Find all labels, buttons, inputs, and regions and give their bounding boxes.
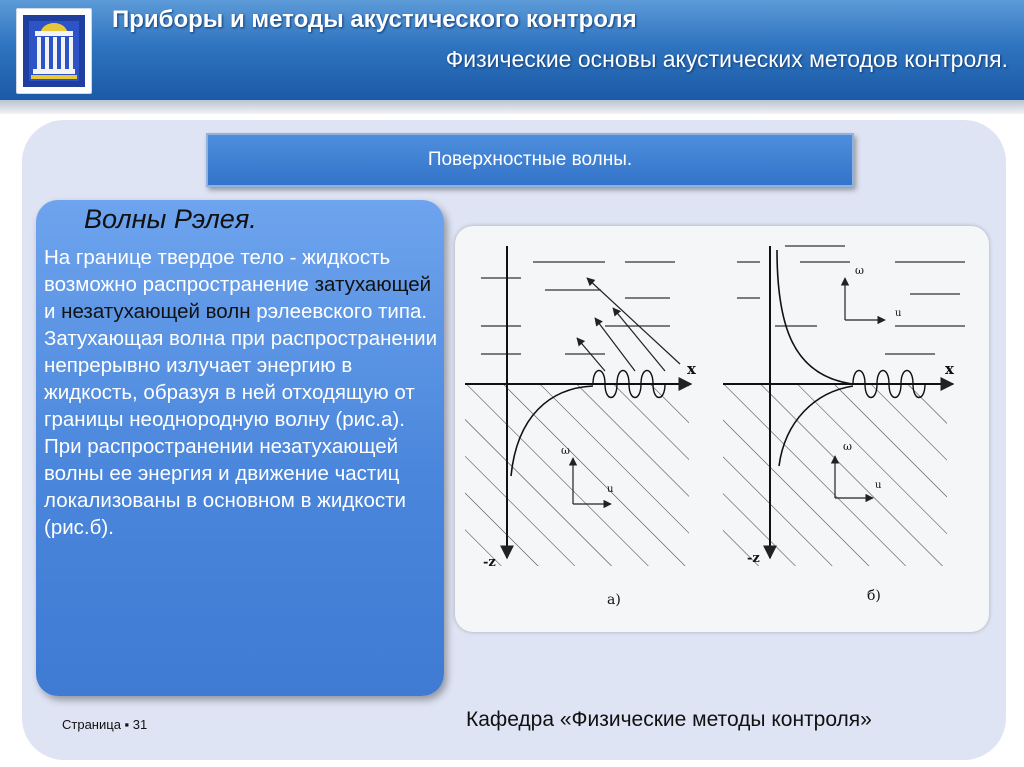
liquid-curve-b xyxy=(777,250,853,384)
solid-hatch-a xyxy=(465,384,689,566)
card-body-part: и xyxy=(44,300,62,323)
university-logo xyxy=(16,8,92,94)
header-shadow xyxy=(0,100,1024,114)
radiation-arrow xyxy=(587,278,680,364)
x-label-a: x xyxy=(687,360,696,378)
z-label-a: -z xyxy=(483,555,496,570)
section-banner-label: Поверхностные волны. xyxy=(427,149,633,170)
caption-a: а) xyxy=(607,592,621,608)
wave-figure xyxy=(455,226,989,632)
x-label-b: x xyxy=(945,360,954,378)
u-label-b-top: u xyxy=(895,308,902,319)
card-body-highlight: затухающей xyxy=(314,273,432,296)
section-banner xyxy=(206,133,854,187)
card-body-part: На границе твердое тело - жидкость возможно распространение xyxy=(44,246,391,296)
rayleigh-wave-diagram xyxy=(455,226,989,632)
z-label-b: -z xyxy=(747,551,760,566)
panel-b xyxy=(723,246,965,604)
omega-label-b-top: ω xyxy=(855,264,864,277)
slide-subtitle: Физические основы акустических методов контроля. xyxy=(445,46,1008,72)
page-number: Страница ▪ 31 xyxy=(62,717,148,732)
radiation-arrow xyxy=(613,308,665,371)
department-name: Кафедра «Физические методы контроля» xyxy=(466,708,872,731)
slide-title: Приборы и методы акустического контроля xyxy=(112,6,637,33)
caption-b: б) xyxy=(867,588,881,604)
card-body xyxy=(44,244,440,541)
u-label-a: u xyxy=(607,484,614,495)
card-title: Волны Рэлея. xyxy=(84,204,257,234)
logo-emblem xyxy=(17,9,91,93)
u-label-b-bottom: u xyxy=(875,480,882,491)
omega-label-b-bottom: ω xyxy=(843,440,852,453)
panel-a xyxy=(465,246,697,608)
card-body-highlight: незатухающей волн xyxy=(61,300,251,323)
card-body-part: рэлеевского типа. Затухающая волна при распространении непрерывно излучает энергию в жидкость, образуя в ней отходящую от границы неоднородную волну (рис.а). При распространении незатухающей волны ее энергия и движение частиц локализованы в основном в жидкости (рис.б). xyxy=(44,300,438,539)
omega-label-a: ω xyxy=(561,444,570,457)
